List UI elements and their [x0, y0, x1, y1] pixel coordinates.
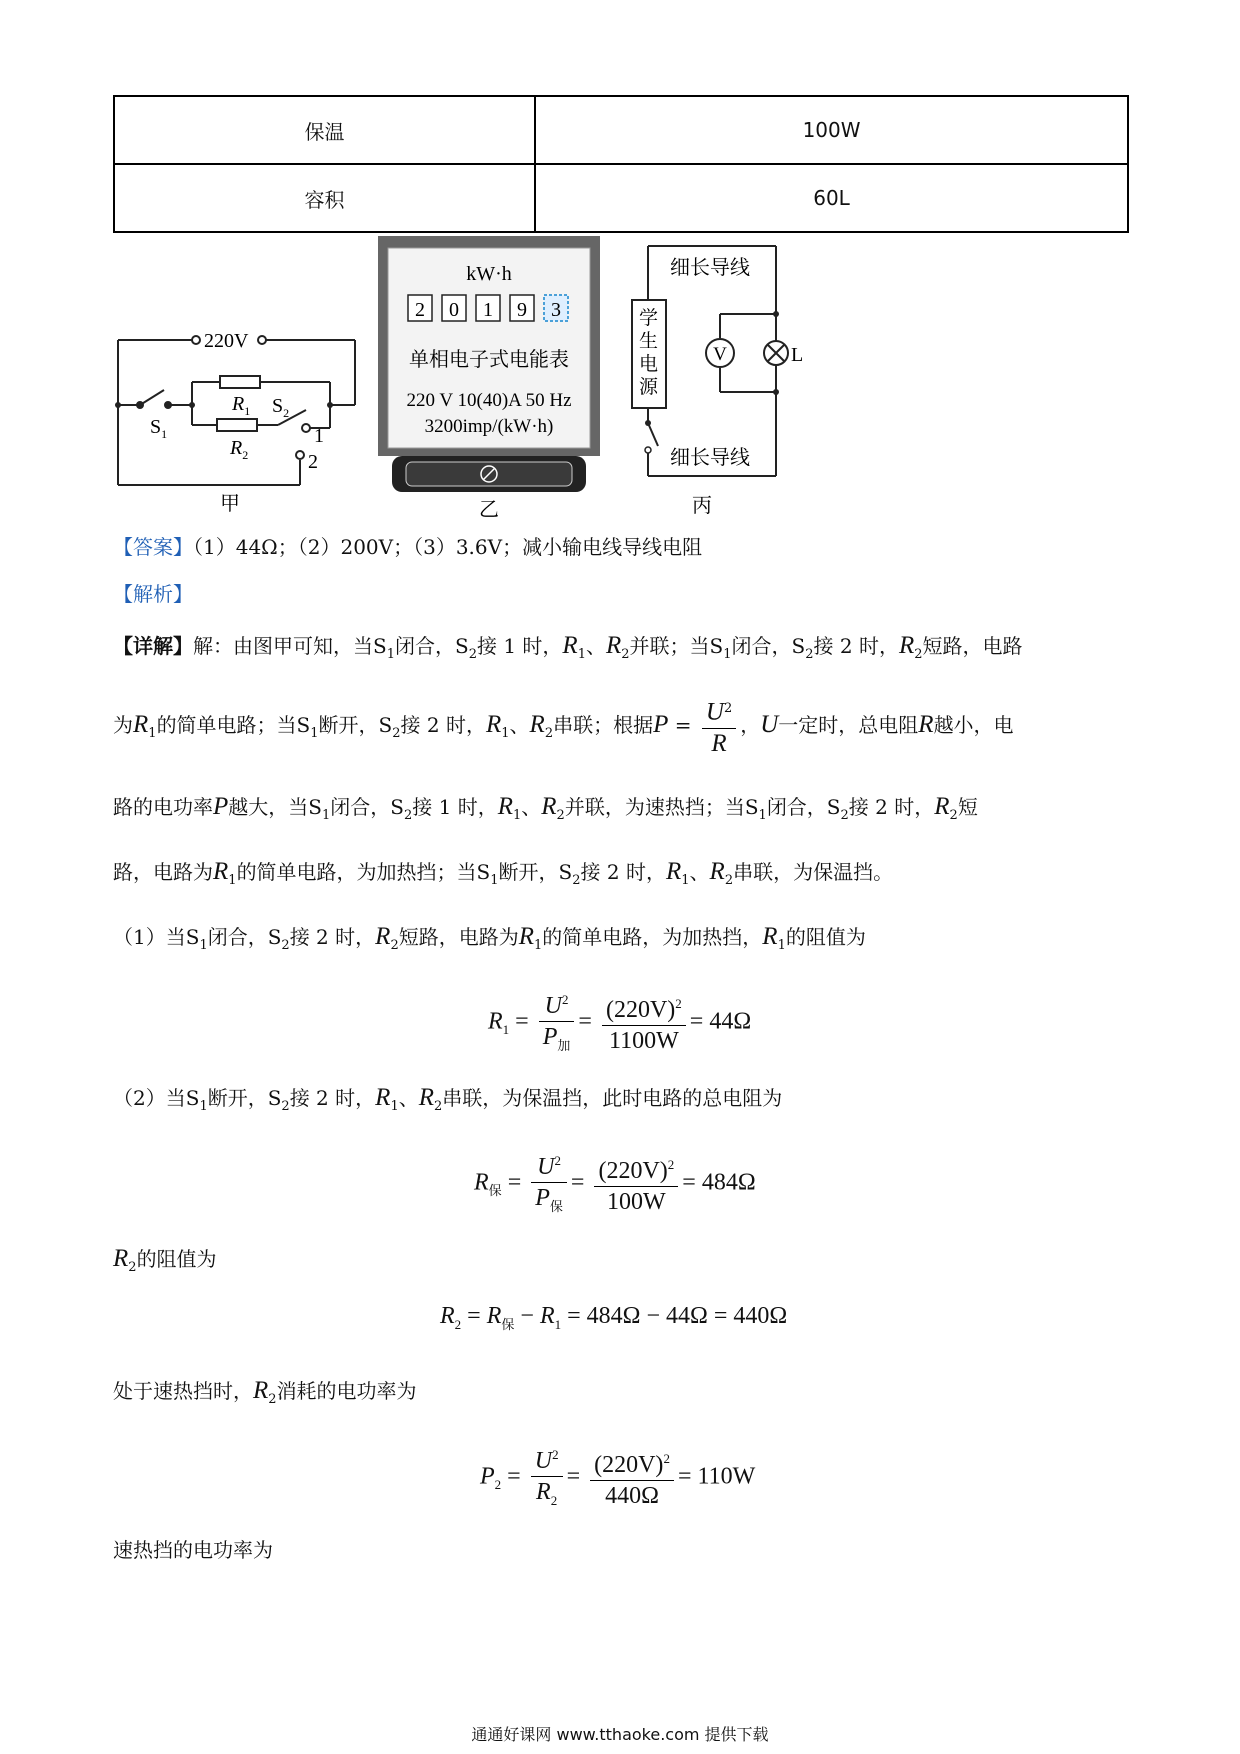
equation-4: $P_2$ = $\frac{U^2}{R_2}$ = $\frac{(220V)^2}{440\Omega}$ = 110W	[480, 1440, 755, 1516]
meter-digits	[408, 295, 568, 321]
figure-jia-circuit	[110, 320, 370, 520]
s2-label: $S_2$	[272, 395, 290, 420]
voltmeter-label: V	[713, 344, 727, 365]
answer-tag: 【答案】	[113, 535, 193, 559]
voltage-label: 220V	[204, 330, 249, 352]
meter-digit-decimal: 3	[551, 299, 561, 321]
meter-spec-1: 220 V 10(40)A 50 Hz	[406, 390, 572, 411]
table-cell-value: 60L	[535, 164, 1128, 232]
detail-line-3: 路的电功率P越大，当$S_1$闭合，$S_2$接 1 时，$R_1$、$R_2$并联，为速热挡；当$S_1$闭合，$S_2$接 2 时，$R_2$短	[113, 793, 978, 823]
equation-1: $R_1$ = $\frac{U^2}{P_加}$ = $\frac{(220V)^2}{1100W}$ = 44Ω	[488, 985, 751, 1061]
analysis-tag: 【解析】	[113, 582, 193, 606]
detail-line-1: 【详解】解：由图甲可知，当$S_1$闭合，$S_2$接 1 时，$R_1$、$R_2$并联；当$S_1$闭合，$S_2$接 2 时，$R_2$短路，电路	[113, 632, 1023, 662]
table-cell-value: 100W	[535, 96, 1128, 164]
meter-digit: 2	[415, 299, 425, 321]
r2-label: $R_2$	[230, 437, 249, 462]
figure-caption-yi: 乙	[479, 499, 499, 521]
contact-1-label: 1	[314, 425, 324, 447]
s1-label: $S_1$	[150, 416, 168, 441]
question-1-line: （1）当$S_1$闭合，$S_2$接 2 时，$R_2$短路，电路为$R_1$的简单电路，为加热挡，$R_1$的阻值为	[113, 923, 866, 953]
table-cell-label: 保温	[114, 96, 535, 164]
spec-table	[113, 95, 1129, 233]
r1-label: $R_1$	[232, 393, 251, 418]
detail-tag: 【详解】	[113, 634, 193, 658]
meter-digit: 1	[483, 299, 493, 321]
meter-spec-2: 3200imp/(kW·h)	[424, 416, 554, 437]
equation-3: $R_2 = R_保 - R_1 = 484\Omega - 44\Omega = 440\Omega$	[440, 1303, 788, 1332]
svg-text:生: 生	[639, 331, 659, 352]
detail-line-2: 为$R_1$的简单电路；当$S_1$断开，$S_2$接 2 时，$R_1$、$R_2$串联；根据P = $\frac{U^2}{R}$ ，U一定时，总电阻R越小，电	[113, 694, 1014, 759]
table-row	[114, 96, 1128, 164]
figure-caption-jia: 甲	[220, 493, 240, 515]
svg-text:源: 源	[639, 377, 659, 398]
meter-digit: 0	[449, 299, 459, 321]
meter-unit: kW·h	[466, 263, 512, 285]
table-cell-label: 容积	[114, 164, 535, 232]
r2-value-line: $R_2$的阻值为	[113, 1245, 217, 1275]
last-line: 速热挡的电功率为	[113, 1538, 273, 1562]
speed-line: 处于速热挡时，$R_2$消耗的电功率为	[113, 1377, 417, 1407]
table-row	[114, 164, 1128, 232]
formula-power: $\frac{U^2}{R}$	[702, 694, 736, 759]
meter-digit: 9	[517, 299, 527, 321]
footer-text: 通通好课网 www.tthaoke.com 提供下载	[471, 1725, 769, 1744]
detail-line-4: 路，电路为$R_1$的简单电路，为加热挡；当$S_1$断开，$S_2$接 2 时，$R_1$、$R_2$串联，为保温挡。	[113, 858, 894, 888]
contact-2-label: 2	[308, 451, 318, 473]
wire-label-bottom: 细长导线	[670, 445, 750, 469]
wire-label-top: 细长导线	[670, 255, 750, 279]
meter-title: 单相电子式电能表	[409, 347, 569, 371]
figure-yi-energy-meter	[376, 234, 606, 524]
svg-text:学: 学	[639, 308, 659, 329]
figure-bing-circuit	[628, 240, 828, 525]
answer-text: （1）44Ω；（2）200V；（3）3.6V；减小输电线导线电阻	[193, 535, 703, 559]
svg-text:电: 电	[639, 354, 659, 375]
lamp-label: L	[791, 344, 804, 366]
answer-line	[113, 533, 702, 561]
question-2-line: （2）当$S_1$断开，$S_2$接 2 时，$R_1$、$R_2$串联，为保温挡，此时电路的总电阻为	[113, 1084, 783, 1114]
equation-2: $R_保$ = $\frac{U^2}{P_保}$ = $\frac{(220V)^2}{100W}$ = 484Ω	[474, 1146, 756, 1222]
figure-caption-bing: 丙	[692, 495, 712, 517]
